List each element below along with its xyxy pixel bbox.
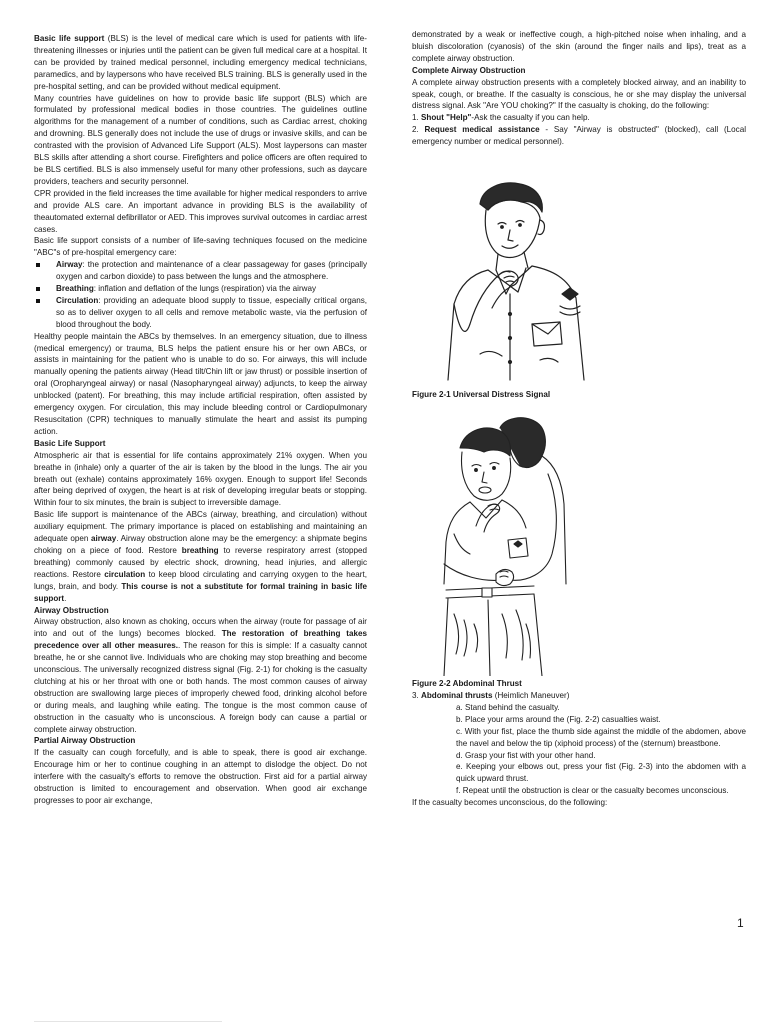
- bullet-text: : providing an adequate blood supply to tissue, especially critical organs, so as to deliver oxygen to all cells and remove metabolic waste, via the perfusion of blood throughout the body.: [56, 295, 367, 329]
- step-number: 2.: [412, 125, 425, 135]
- step-text: (Heimlich Maneuver): [492, 691, 570, 700]
- paragraph-text: Basic life support is maintenance of the ABCs (airway, breathing, and circulation) without auxiliary equipment. The primary importance is placed on establishing and maintaining an adequate open: [34, 510, 367, 544]
- bullet-term: Circulation: [56, 295, 99, 305]
- bullet-circulation: [34, 295, 367, 331]
- paragraph-oxygen: Atmospheric air that is essential for life contains approximately 21% oxygen. When you breathe in (inhale) only a quarter of the air is taken by the blood in the lungs. The air you breath out (exhale) contains approximately 16% oxygen. Enough to support life! Seconds after being deprived of oxygen, the heart is at risk of developing irregular beats or stopping. Within four to six minutes, the brain is subject to irreversible damage.: [34, 450, 367, 508]
- heading-basic-life-support: Basic Life Support: [34, 438, 106, 448]
- paragraph-abc-intro: Basic life support consists of a number of life-saving techniques focused on the medicine "ABC"s of pre-hospital emergency care:: [34, 236, 367, 258]
- substep-c: c. With your fist, place the thumb side against the middle of the abdomen, above the navel and below the tip (xiphoid process) of the (sternum) breastbone.: [456, 726, 746, 748]
- paragraph-text: Airway obstruction, also known as choking, occurs when the airway (route for passage of air into and out of the lungs) becomes blocked.: [34, 617, 367, 639]
- term-basic-life-support: Basic life support: [34, 34, 105, 43]
- bullet-text: : inflation and deflation of the lungs (respiration) via the airway: [93, 284, 317, 294]
- abdominal-thrust-illustration: [430, 414, 570, 676]
- bold-circulation: circulation: [104, 569, 146, 579]
- step-title: Request medical assistance: [424, 125, 540, 135]
- bullet-text: : the protection and maintenance of a clear passageway for gases (principally oxygen and carbon dioxide) to pass between the lungs and the atmosphere.: [56, 260, 367, 282]
- bold-airway: airway: [91, 534, 117, 544]
- paragraph-text: to keep blood circulating and carrying oxygen to the heart, lungs, brain, and body.: [34, 569, 367, 591]
- paragraph-healthy-people: Healthy people maintain the ABCs by themselves. In an emergency situation, due to illness (medical emergency) or trauma, BLS helps the patient ensure his or her own ABCs, or assists in maintaining for the patient who is unable to do so. For airways, this will include manually opening the patients airway (Head tilt/Chin lift or jaw thrust) or possible insertion of oral (Oropharyngeal airway) or nasal (Nasopharyngeal airway) adjuncts, to keep the airway unblocked (patent). For breathing, this may include artificial respiration, often assisted by emergency oxygen. For circulation, this may include bleeding control or Cardiopulmonary Resuscitation (CPR) techniques to manually stimulate the heart and assist its pumping action.: [34, 331, 367, 436]
- heading-complete-airway-obstruction: Complete Airway Obstruction: [412, 65, 526, 75]
- substep-e: e. Keeping your elbows out, press your fist (Fig. 2-3) into the abdomen with a quick upward thrust.: [456, 762, 746, 784]
- page-number: 1: [737, 916, 744, 930]
- bullet-breathing: [34, 283, 367, 295]
- bullet-airway: [34, 259, 367, 283]
- paragraph-bls-definition: [34, 33, 367, 93]
- footer-divider: [34, 1021, 222, 1022]
- paragraph-complete-obstruction: A complete airway obstruction presents with a completely blocked airway, and an inability to speak, cough, or breathe. If the casualty is conscious, he or she may display the universal distress signal. Ask "Are YOU choking?" If the casualty is choking, do the following:: [412, 77, 746, 111]
- paragraph-guidelines: Many countries have guidelines on how to provide basic life support (BLS) which are formulated by professional medical bodies in those countries. The guidelines outline algorithms for the management of a number of conditions, such as Cardiac arrest, choking and drowning. BLS generally does not include the use of drugs or invasive skills, and can be contrasted with the provision of Advanced Life Support (ALS). Most laypersons can master BLS skills after attending a short course. Firefighters and police officers are often required to be BLS certified. BLS is also immensely useful for many other professions, such as daycare providers, teachers and security personnel.: [34, 93, 367, 186]
- substep-f: f. Repeat until the obstruction is clear or the casualty becomes unconscious.: [456, 786, 729, 796]
- paragraph-continued: demonstrated by a weak or ineffective cough, a high-pitched noise when inhaling, and a bluish discoloration (cyanosis) of the skin (around the finger nails and lips), treat as a complete airway obstruction.: [412, 30, 746, 63]
- step-title: Abdominal thrusts: [421, 691, 493, 700]
- heading-airway-obstruction: Airway Obstruction: [34, 605, 109, 615]
- universal-distress-signal-illustration: [440, 174, 590, 384]
- step-text: -Ask the casualty if you can help.: [471, 113, 590, 123]
- step-text: - Say "Airway is obstructed" (blocked), call (Local emergency number or medical personnel).: [412, 125, 746, 147]
- bullet-square-icon: [36, 263, 40, 267]
- left-column: [34, 33, 367, 807]
- paragraph-partial-obstruction: If the casualty can cough forcefully, and is able to speak, there is good air exchange. Encourage him or her to continue coughing in an attempt to dislodge the object. Do not interfere with the casualty's efforts to remove the obstruction. First aid for a partial airway obstruction is limited to encouragement and observation. When good air exchange progresses to poor air exchange,: [34, 748, 367, 805]
- paragraph-cpr-aed: CPR provided in the field increases the time available for higher medical responders to arrive and provide ALS care. An important advance in providing BLS is the availability of theautomated external defibrillator or AED. This improves survival outcomes in cardiac arrest cases.: [34, 188, 367, 234]
- right-column: [412, 29, 746, 148]
- step-2: [412, 124, 746, 148]
- substep-a: a. Stand behind the casualty.: [456, 702, 560, 712]
- substep-d: d. Grasp your fist with your other hand.: [456, 750, 596, 760]
- paragraph-text: (BLS) is the level of medical care which is used for patients with life-threatening illnesses or injuries until the patient can be given full medical care at a hospital. It can be provided by trained medical personnel, including emergency medical technicians, paramedics, and by laypersons who have received BLS training. BLS is generally used in the pre-hospital setting, and can be provided without medical equipment.: [34, 34, 367, 91]
- bullet-square-icon: [36, 287, 40, 291]
- paragraph-text: .: [64, 593, 67, 603]
- figure-caption-2-1: Figure 2-1 Universal Distress Signal: [412, 390, 551, 399]
- abdominal-thrust-steps: [412, 690, 746, 809]
- abc-bullet-list: [34, 259, 367, 330]
- step-1: [412, 112, 746, 124]
- paragraph-text: to reverse respiratory arrest (stopped breathing) commonly caused by electric shock, drowning, head injuries, and allergic reactions. Restore: [34, 545, 367, 579]
- paragraph-airway-obstruction: [34, 616, 367, 735]
- bullet-term: Breathing: [56, 284, 94, 294]
- bold-restoration: The restoration of breathing takes precedence over all other measures.: [34, 629, 368, 651]
- step-number: 3.: [412, 691, 421, 700]
- step-3: [412, 690, 746, 702]
- heading-partial-airway-obstruction: Partial Airway Obstruction: [34, 736, 136, 746]
- paragraph-text: . The reason for this is simple: If a casualty cannot breathe, he or she cannot live. Individuals who are choking may stop breathing and become unconscious. The universally recognized distress signal (Fig. 2-1) for choking is the casualty clutching at his or her throat with one or both hands. The most common causes of airway obstruction are swallowing large pieces of improperly chewed food, drinking alcohol before or during meals, and laughing while eating. The tongue is the most common cause of obstruction in the casualty who is unconscious. A foreign body can cause a partial or complete airway obstruction.: [34, 641, 367, 734]
- paragraph-text: . Airway obstruction alone may be the emergency: a shipmate begins choking on a piece of food. Restore: [34, 534, 368, 555]
- bullet-square-icon: [36, 299, 40, 303]
- step-number: 1.: [412, 113, 421, 123]
- paragraph-unconscious: If the casualty becomes unconscious, do the following:: [412, 798, 608, 808]
- step-title: Shout "Help": [421, 113, 472, 123]
- bullet-term: Airway: [56, 260, 83, 270]
- bold-breathing: breathing: [181, 545, 219, 555]
- substep-b: b. Place your arms around the (Fig. 2-2) casualties waist.: [456, 714, 661, 724]
- figure-caption-2-2: Figure 2-2 Abdominal Thrust: [412, 679, 522, 688]
- paragraph-abc-maintenance: [34, 509, 367, 604]
- bold-disclaimer: This course is not a substitute for formal training in basic life support: [34, 581, 367, 603]
